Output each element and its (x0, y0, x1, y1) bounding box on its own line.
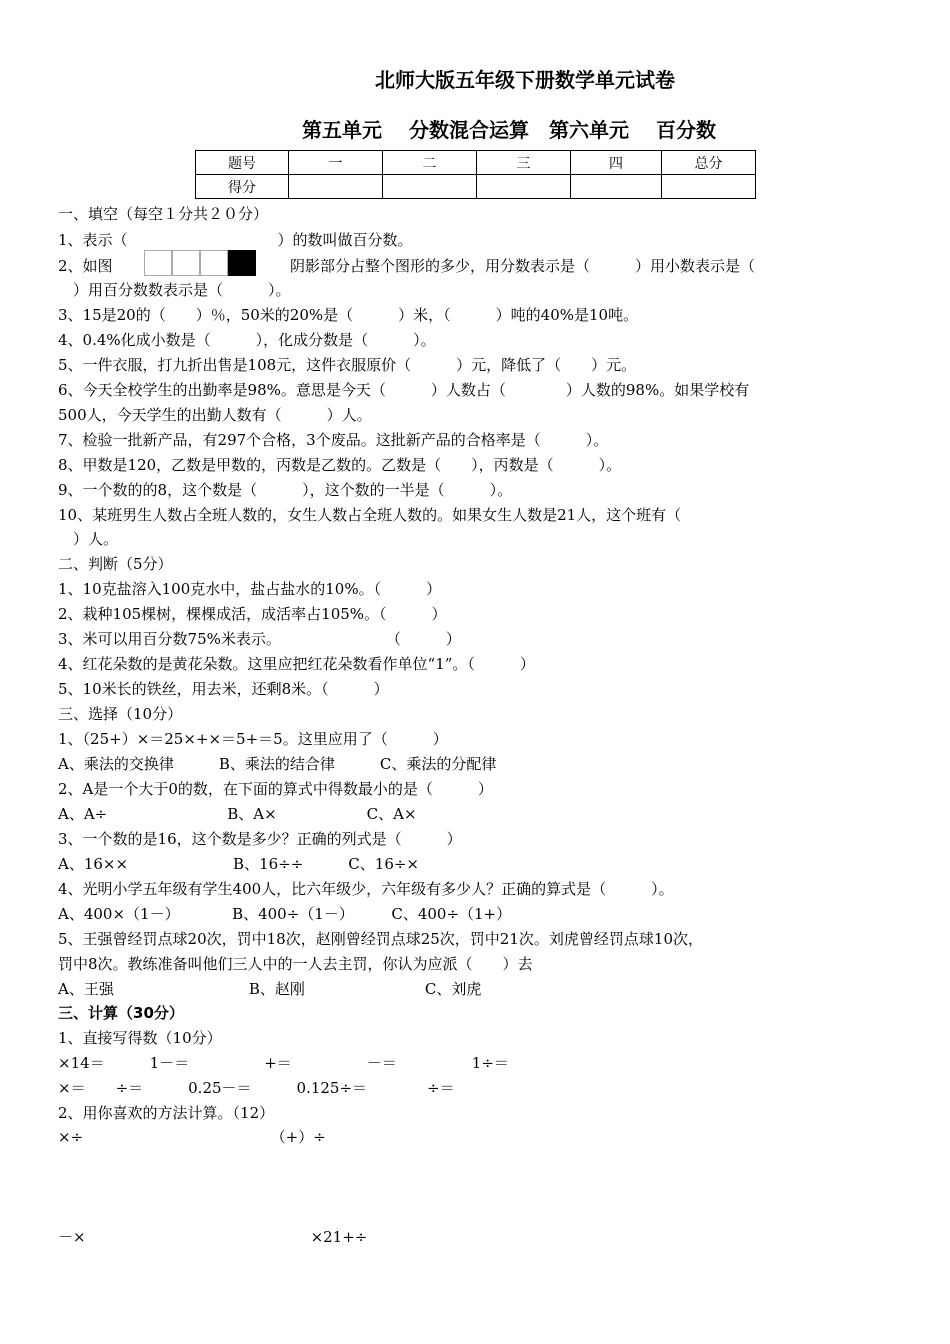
question-line: 9、一个数的的8，这个数是（ ），这个数的一半是（ ）。 (58, 481, 513, 499)
question-line: 4、光明小学五年级有学生400人，比六年级少，六年级有多少人？正确的算式是（ ）。 (58, 880, 674, 898)
section-heading: 二、判断（5分） (58, 555, 173, 573)
question-line: 1、表示（ ）的数叫做百分数。 (58, 231, 413, 249)
section-heading: 三、选择（10分） (58, 705, 183, 723)
option-line: A、王强 B、赵刚 C、刘虎 (58, 980, 482, 998)
shaded-figure (144, 250, 256, 276)
score-cell: 总分 (662, 151, 756, 175)
question-line: 3、米可以用百分数75%米表示。 （ ） (58, 630, 461, 648)
section-heading: 一、填空（每空１分共２０分） (58, 205, 269, 223)
figure-cell (144, 250, 172, 276)
option-line: A、16×× B、16÷÷ C、16÷× (58, 855, 420, 873)
figure-cell (172, 250, 200, 276)
score-cell: 得分 (196, 175, 289, 199)
score-cell: 题号 (196, 151, 289, 175)
exam-title: 北师大版五年级下册数学单元试卷 (375, 68, 675, 92)
question-line: 1、10克盐溶入100克水中，盐占盐水的10%。（ ） (58, 580, 442, 598)
question-line: 2、栽种105棵树，棵棵成活，成活率占105%。（ ） (58, 605, 447, 623)
question-line: 8、甲数是120，乙数是甲数的，丙数是乙数的。乙数是（ ），丙数是（ ）。 (58, 456, 622, 474)
score-input-cell[interactable] (662, 175, 756, 199)
question-line: 阴影部分占整个图形的多少，用分数表示是（ ）用小数表示是（ (290, 257, 756, 275)
question-line: 5、王强曾经罚点球20次，罚中18次，赵刚曾经罚点球25次，罚中21次。刘虎曾经罚点球10次， (58, 930, 703, 948)
question-line: ）人。 (58, 530, 119, 548)
score-cell: 一 (289, 151, 383, 175)
question-line: 罚中8次。教练准备叫他们三人中的一人去主罚，你认为应派（ ）去 (58, 955, 533, 973)
score-input-cell[interactable] (571, 175, 662, 199)
option-line: A、A÷ B、A× C、A× (58, 805, 417, 823)
question-line: 2、用你喜欢的方法计算。（12） (58, 1104, 275, 1122)
calc-line: ×÷ （+）÷ (58, 1128, 326, 1146)
score-table-header-row (196, 151, 756, 175)
question-line: 5、10米长的铁丝，用去米，还剩8米。（ ） (58, 680, 389, 698)
section-heading: 三、计算（30分） (58, 1004, 184, 1022)
score-input-cell[interactable] (289, 175, 383, 199)
score-cell: 三 (477, 151, 571, 175)
question-line: 500人，今天学生的出勤人数有（ ）人。 (58, 406, 372, 424)
exam-subtitle: 第五单元 分数混合运算 第六单元 百分数 (302, 118, 716, 142)
question-line: 6、今天全校学生的出勤率是98%。意思是今天（ ）人数占（ ）人数的98%。如果学校有 (58, 381, 750, 399)
question-line: 3、15是20的（ ）％，50米的20%是（ ）米，（ ）吨的40%是10吨。 (58, 306, 639, 324)
score-input-cell[interactable] (383, 175, 477, 199)
figure-cell (200, 250, 228, 276)
question-line: 2、A是一个大于0的数，在下面的算式中得数最小的是（ ） (58, 780, 493, 798)
question-line: ）用百分数数表示是（ ）。 (58, 281, 291, 299)
question-line: 10、某班男生人数占全班人数的，女生人数占全班人数的。如果女生人数是21人，这个班有（ (58, 506, 682, 524)
score-cell: 二 (383, 151, 477, 175)
option-line: A、乘法的交换律 B、乘法的结合律 C、乘法的分配律 (58, 755, 497, 773)
calc-line: ×＝ ÷＝ 0.25－＝ 0.125÷＝ ÷＝ (58, 1079, 455, 1097)
question-line: 1、（25+）×＝25×+×＝5+＝5。这里应用了（ ） (58, 730, 448, 748)
figure-cell-shaded (228, 250, 256, 276)
score-input-cell[interactable] (477, 175, 571, 199)
question-line: 5、一件衣服，打九折出售是108元，这件衣服原价（ ）元，降低了（ ）元。 (58, 356, 637, 374)
calc-line: －× ×21+÷ (58, 1228, 368, 1246)
calc-line: ×14＝ 1－＝ +＝ －＝ 1÷＝ (58, 1054, 509, 1072)
question-line: 2、如图 (58, 257, 113, 275)
score-table (195, 150, 756, 199)
score-table-score-row (196, 175, 756, 199)
question-line: 4、红花朵数的是黄花朵数。这里应把红花朵数看作单位“1”。（ ） (58, 655, 535, 673)
question-line: 1、直接写得数（10分） (58, 1029, 222, 1047)
score-cell: 四 (571, 151, 662, 175)
question-line: 7、检验一批新产品，有297个合格，3个废品。这批新产品的合格率是（ ）。 (58, 431, 609, 449)
question-line: 3、一个数的是16，这个数是多少？正确的列式是（ ） (58, 830, 462, 848)
question-line: 4、0.4%化成小数是（ ），化成分数是（ ）。 (58, 331, 436, 349)
option-line: A、400×（1－） B、400÷（1－） C、400÷（1+） (58, 905, 512, 923)
